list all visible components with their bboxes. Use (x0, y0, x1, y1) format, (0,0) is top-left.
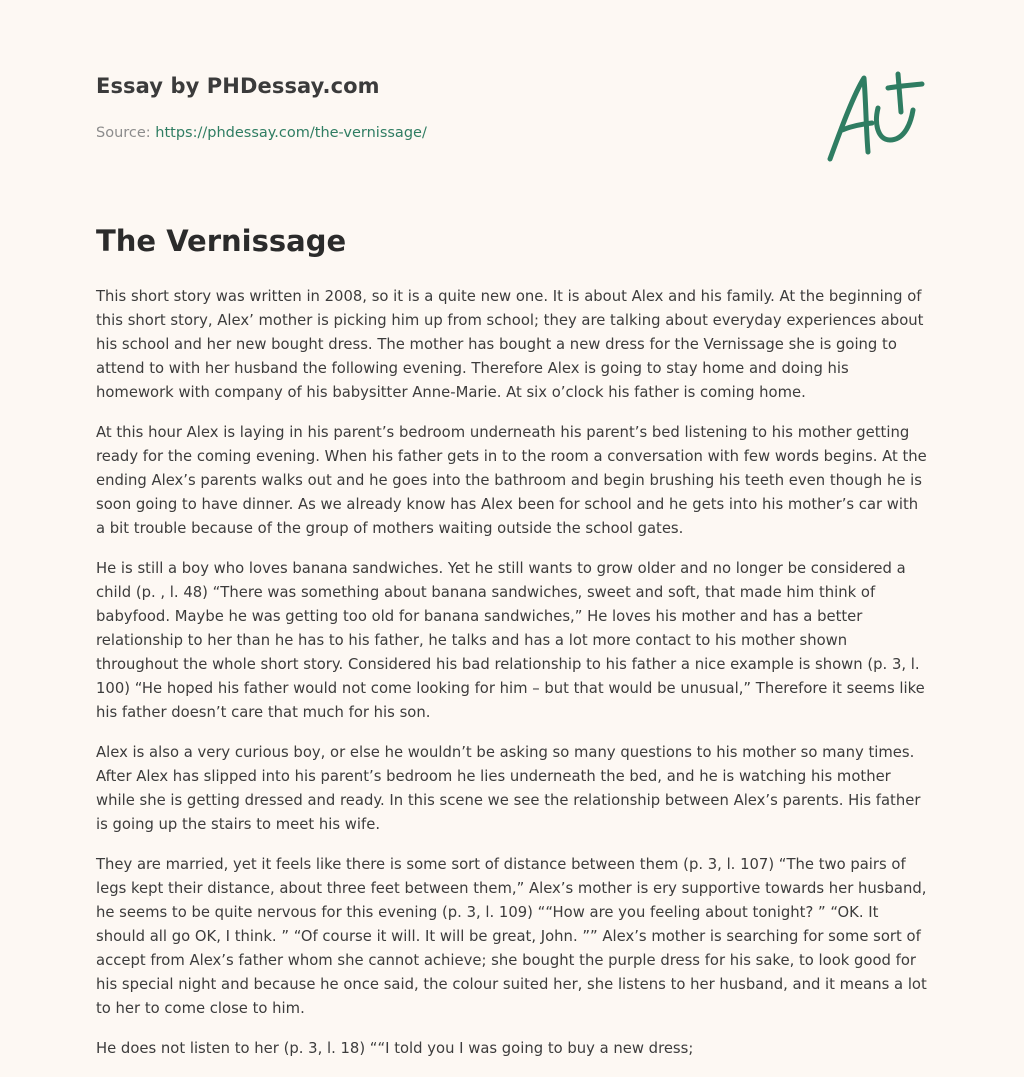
source-link[interactable]: https://phdessay.com/the-vernissage/ (155, 125, 427, 141)
paragraph: Alex is also a very curious boy, or else he wouldn’t be asking so many questions to his mother so many times. After Alex has slipped into his parent’s bedroom he lies underneath the bed, and he is watching his mother while she is getting dressed and ready. In this scene we see the relationship between Alex’s parents. His father is going up the stairs to meet his wife. (96, 744, 921, 833)
article-title: The Vernissage (96, 224, 347, 258)
source-label: Source: (96, 125, 156, 141)
paragraph: They are married, yet it feels like there is some sort of distance between them (p. 3, l. 107) “The two pairs of legs kept their distance, about three feet between them,” Alex’s mother is ery supportive towards her husband, he seems to be quite nervous for this evening (p. 3, l. 109) ““How are you feeling about tonight? ” “OK. It should all go OK, I think. ” “Of course it will. It will be great, John. ”” Alex’s mother is searching for some sort of accept from Alex’s father whom she cannot achieve; she bought the purple dress for his sake, to look good for his special night and because he once said, the colour suited her, she listens to her husband, and it means a lot to her to come close to him. (96, 856, 927, 1017)
paragraph: This short story was written in 2008, so it is a quite new one. It is about Alex and his family. At the beginning of this short story, Alex’ mother is picking him up from school; they are talking about everyday experiences about his school and her new bought dress. The mother has bought a new dress for the Vernissage she is going to attend to with her husband the following evening. Therefore Alex is going to stay home and doing his homework with company of his babysitter Anne-Marie. At six o’clock his father is coming home. (96, 288, 924, 401)
paragraph: He is still a boy who loves banana sandwiches. Yet he still wants to grow older and no longer be considered a child (p. , l. 48) “There was something about banana sandwiches, sweet and soft, that made him think of babyfood. Maybe he was getting too old for banana sandwiches,” He loves his mother and has a better relationship to her than he has to his father, he talks and has a lot more contact to his mother shown throughout the whole short story. Considered his bad relationship to his father a nice example is shown (p. 3, l. 100) “He hoped his father would not come looking for him – but that would be unusual,” Therefore it seems like his father doesn’t care that much for his son. (96, 560, 925, 721)
a-plus-logo-icon (820, 66, 930, 166)
paragraph: At this hour Alex is laying in his parent’s bedroom underneath his parent’s bed listening to his mother getting ready for the coming evening. When his father gets in to the room a conversation with few words begins. At the ending Alex’s parents walks out and he goes into the bathroom and begin brushing his teeth even though he is soon going to have dinner. As we already know has Alex been for school and he gets into his mother’s car with a bit trouble because of the group of mothers waiting outside the school gates. (96, 424, 927, 537)
article-body (96, 285, 928, 1077)
paragraph: He does not listen to her (p. 3, l. 18) ““I told you I was going to buy a new dress; (96, 1040, 694, 1057)
source-line (96, 125, 427, 141)
brand-title: Essay by PHDessay.com (96, 74, 380, 98)
